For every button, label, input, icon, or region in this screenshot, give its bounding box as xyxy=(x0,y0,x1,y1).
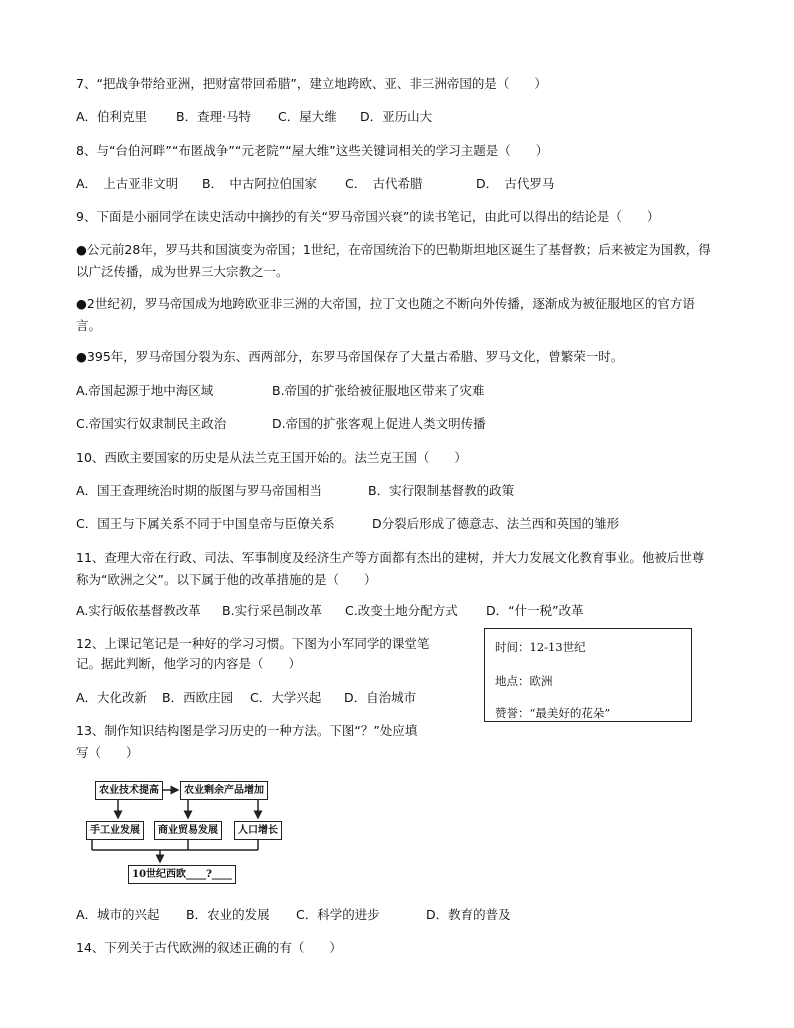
q9-option-a: A.帝国起源于地中海区域 xyxy=(76,383,214,398)
q12-option-c: C．大学兴起 xyxy=(250,690,322,705)
q8-option-a: A． 上古亚非文明 xyxy=(76,176,179,191)
q13-option-d: D．教育的普及 xyxy=(426,907,511,922)
q13-option-a: A．城市的兴起 xyxy=(76,907,160,922)
q13-stem-line-1: 13、制作知识结构图是学习历史的一种方法。下图“？”处应填 xyxy=(76,723,418,738)
q13-stem-line-2: 写（ ） xyxy=(76,745,139,760)
q9-stem: 9、下面是小丽同学在读史活动中摘抄的有关“罗马帝国兴衰”的读书笔记，由此可以得出的结论是（ ） xyxy=(76,209,660,224)
q12-option-d: D．自治城市 xyxy=(344,690,417,705)
q11-option-b: B.实行采邑制改革 xyxy=(222,603,323,618)
q14-stem: 14、下列关于古代欧洲的叙述正确的有（ ） xyxy=(76,940,342,955)
q9-note-1: ●公元前28年，罗马共和国演变为帝国；1世纪，在帝国统治下的巴勒斯坦地区诞生了基督教；后来被定为国教，得以广泛传播，成为世界三大宗教之一。 xyxy=(76,242,711,279)
q13-node-handicraft: 手工业发展 xyxy=(86,821,144,840)
q9-note-3: ●395年，罗马帝国分裂为东、西两部分，东罗马帝国保存了大量古希腊、罗马文化，曾繁荣一时。 xyxy=(76,349,624,364)
q13-node-farming-tech: 农业技术提高 xyxy=(95,781,163,800)
q9-note-2: ●2世纪初，罗马帝国成为地跨欧亚非三洲的大帝国，拉丁文也随之不断向外传播，逐渐成为被征服地区的官方语言。 xyxy=(76,296,695,333)
q10-option-b: B．实行限制基督教的政策 xyxy=(368,483,515,498)
q7-option-a: A．伯利克里 xyxy=(76,109,148,124)
q12-stem-line-2: 记。据此判断，他学习的内容是（ ） xyxy=(76,656,302,671)
q7-stem: 7、“把战争带给亚洲，把财富带回希腊”，建立地跨欧、亚、非三洲帝国的是（ ） xyxy=(76,76,547,91)
q12-note-time: 时间：12-13世纪 xyxy=(495,640,586,654)
q8-option-d: D． 古代罗马 xyxy=(476,176,555,191)
q11-option-d: D．“什一税”改革 xyxy=(486,603,584,618)
q7-option-b: B．查理·马特 xyxy=(176,109,252,124)
q11-option-a: A.实行皈依基督教改革 xyxy=(76,603,201,618)
q10-stem: 10、西欧主要国家的历史是从法兰克王国开始的。法兰克王国（ ） xyxy=(76,450,467,465)
q13-node-commerce: 商业贸易发展 xyxy=(154,821,222,840)
q7-option-c: C．屋大维 xyxy=(278,109,337,124)
q13-option-b: B．农业的发展 xyxy=(186,907,270,922)
q12-option-a: A．大化改新 xyxy=(76,690,148,705)
q11-stem: 11、查理大帝在行政、司法、军事制度及经济生产等方面都有杰出的建树，并大力发展文化教育事业。他被后世尊称为“欧洲之父”。以下属于他的改革措施的是（ ） xyxy=(76,550,705,587)
q13-option-c: C．科学的进步 xyxy=(296,907,380,922)
q12-note-praise: 赞誉：“最美好的花朵” xyxy=(495,706,611,720)
q13-node-population: 人口增长 xyxy=(234,821,282,840)
q10-option-d: D分裂后形成了德意志、法兰西和英国的雏形 xyxy=(372,516,620,531)
q13-node-surplus: 农业剩余产品增加 xyxy=(180,781,268,800)
q9-option-d: D.帝国的扩张客观上促进人类文明传播 xyxy=(272,416,486,431)
q10-option-a: A．国王查理统治时期的版图与罗马帝国相当 xyxy=(76,483,323,498)
q12-stem-line-1: 12、上课记笔记是一种好的学习习惯。下图为小军同学的课堂笔 xyxy=(76,636,430,651)
q8-option-b: B． 中古阿拉伯国家 xyxy=(202,176,317,191)
q13-node-result: 10世纪西欧____?____ xyxy=(128,865,236,884)
q8-stem: 8、与“台伯河畔”“布匿战争”“元老院”“屋大维”这些关键词相关的学习主题是（ ） xyxy=(76,143,549,158)
q11-option-c: C.改变土地分配方式 xyxy=(345,603,458,618)
q9-option-c: C.帝国实行奴隶制民主政治 xyxy=(76,416,227,431)
q12-option-b: B．西欧庄园 xyxy=(162,690,234,705)
q10-option-c: C．国王与下属关系不同于中国皇帝与臣僚关系 xyxy=(76,516,335,531)
q7-option-d: D．亚历山大 xyxy=(360,109,433,124)
q9-option-b: B.帝国的扩张给被征服地区带来了灾难 xyxy=(272,383,485,398)
q12-note-place: 地点：欧洲 xyxy=(495,674,553,688)
q8-option-c: C． 古代希腊 xyxy=(345,176,423,191)
